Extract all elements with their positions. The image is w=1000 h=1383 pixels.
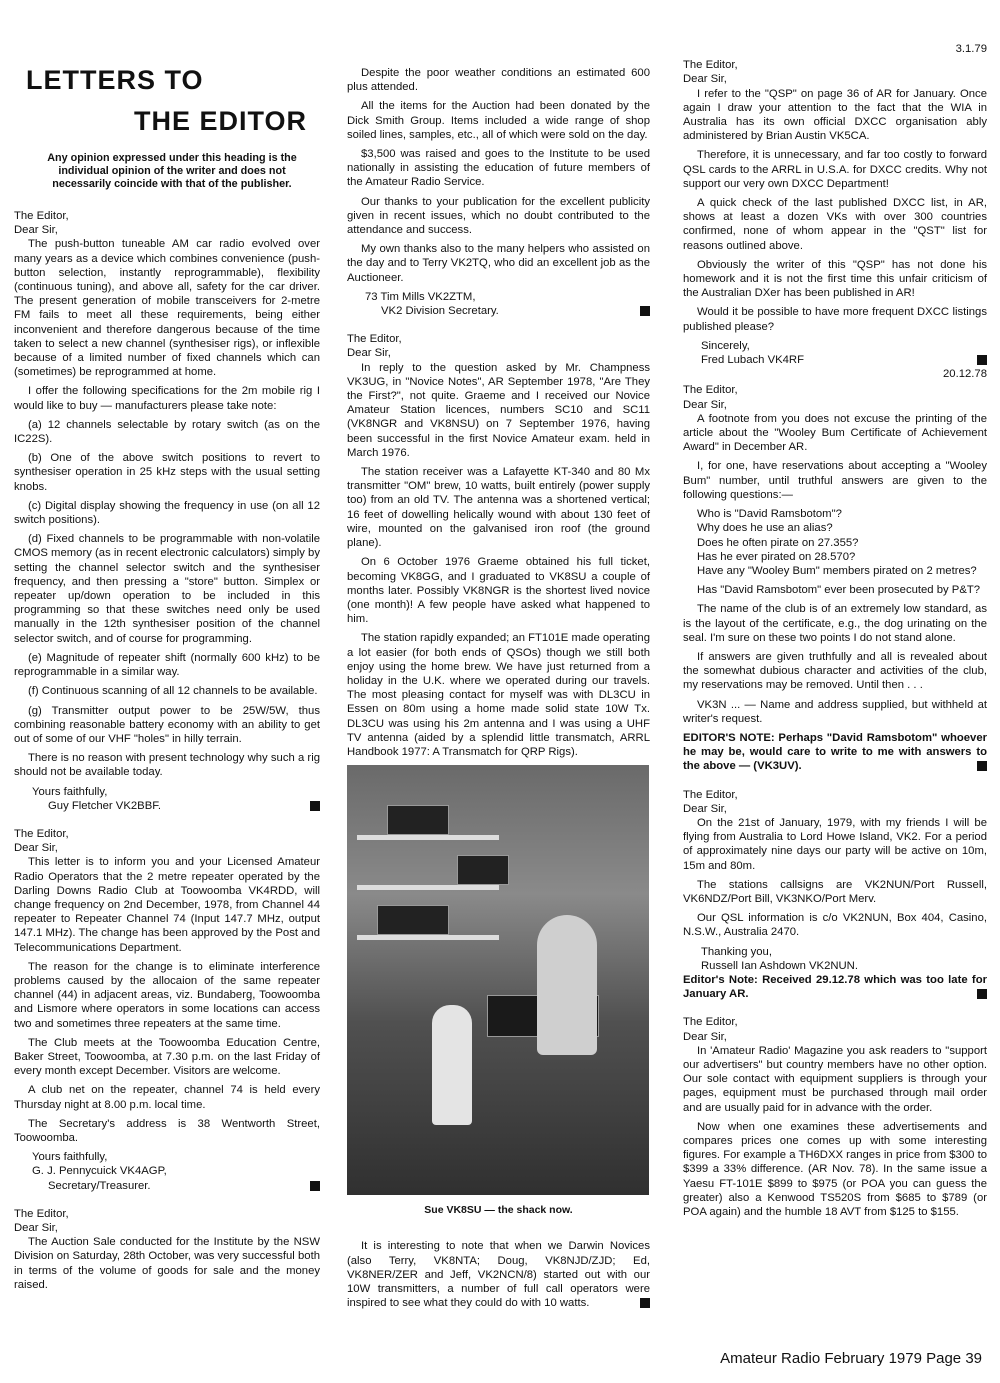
letter4-paragraph: In reply to the question asked by Mr. Champness VK3UG, in "Novice Notes", AR September 1978, "Are They the First?", not quite. Graeme and I received our Novice Amateur Station licences, numbers SC10 and SC11 (VK8NGR and VK8NSU) on 7 September 1976, having been successful in the first Novice Amateur exam. held in March 1976.: [347, 361, 650, 459]
letter3-paragraph: All the items for the Auction had been donated by the Dick Smith Group. Items included a wide range of shop soiled lines, samples, etc., all of which were sold on the day.: [347, 100, 650, 141]
letter5-signature: Fred Lubach VK4RF: [701, 353, 987, 367]
letter6-date: 20.12.78: [943, 368, 987, 381]
letter3-salutation-editor: The Editor,: [14, 1207, 69, 1220]
photo-shelf: [357, 935, 499, 940]
letter7-signature: Russell Ian Ashdown VK2NUN.: [701, 959, 858, 972]
letter6-question: Who is "David Ramsbotom"?: [697, 508, 842, 521]
letter6-question: Has he ever pirated on 28.570?: [697, 550, 856, 563]
editors-note: EDITOR'S NOTE: Perhaps "David Ramsbotom" whoever he may be, would care to write to me with answers to the above — (VK3UV).: [683, 731, 987, 773]
letter6-paragraph: I, for one, have reservations about accepting a "Wooley Bum" number, until truthful answers are given to the following questions:—: [683, 460, 987, 501]
end-mark-icon: [640, 306, 650, 316]
letter2-salutation-sir: Dear Sir,: [14, 842, 58, 855]
letter1-salutation-sir: Dear Sir,: [14, 224, 58, 237]
column-3: [683, 42, 987, 1224]
letter3-paragraph: The Auction Sale conducted for the Institute by the NSW Division on Saturday, 28th October, was very successful both in terms of the volume of goods for sale and the money raised.: [14, 1236, 320, 1291]
letter5-paragraph: Obviously the writer of this "QSP" has not done his homework and it is not the first time this unfair criticism of the Australian DXer has been published in AR!: [683, 258, 987, 300]
disclaimer: Any opinion expressed under this heading is the individual opinion of the writer and does not necessarily coincide with that of the publisher.: [47, 152, 297, 190]
letter6-salutation-editor: The Editor,: [683, 384, 738, 397]
photo-radio: [387, 805, 449, 835]
letter4-paragraph: It is interesting to note that when we Darwin Novices (also Terry, VK8NTA; Doug, VK8NJD/ZJD; Ed, VK8NER/ZER and Jeff, VK2NCN/8) started out with our 10W transmitters, a number of full call operators were inspired to see what they could do with 10 watts.: [347, 1240, 650, 1310]
letter8-paragraph: In 'Amateur Radio' Magazine you ask readers to "support our advertisers" but country members have no other option. Our sole contact with equipment suppliers is through your pages, equipment must be purchased through mail order and are usually paid for in advance with the order.: [683, 1044, 987, 1114]
letter7-salutation-sir: Dear Sir,: [683, 802, 727, 815]
letter6-question: Have any "Wooley Bum" members pirated on 2 metres?: [697, 564, 977, 577]
letter4-paragraph: The station receiver was a Lafayette KT-340 and 80 Mx transmitter "OM" brew, 10 watts, built entirely (power supply too) from an old TV. The antenna was a shortened vertical; 16 feet of dowelling helically wound with about 130 feet of wire, mounted on the galvanised iron roof (the ground plane).: [347, 466, 650, 550]
letter1-salutation-editor: The Editor,: [14, 210, 69, 222]
letter5-paragraph: Would it be possible to have more frequent DXCC listings published please?: [683, 306, 987, 333]
letter2-paragraph: The reason for the change is to eliminate interference problems caused by the allocaion of the same repeater channel (44) in adjacent areas, viz. Bundaberg, Toowoomba and Lismore where operators in some locations can access two and sometimes three repeaters at the same time.: [14, 960, 320, 1030]
letter4-paragraph: On 6 October 1976 Graeme obtained his full ticket, becoming VK8GG, and I graduated to VK8SU a couple of months later. Possibly VK8NGR is the shortest lived novice (one month)! A few people have asked what happened to him.: [347, 556, 650, 626]
letter1-spec-g: (g) Transmitter output power to be 25W/5W, thus combining reasonable battery economy with an ability to get out of some of our VHF "holes" in hilly terrain.: [14, 704, 320, 745]
photo-operator: [537, 915, 597, 1055]
letter2-signature: G. J. Pennycuick VK4AGP,: [32, 1165, 167, 1178]
letter5-paragraph: Therefore, it is unnecessary, and far too costly to forward QSL cards to the ARRL in U.S.A. for DXCC credits. Why not support our very own DXCC Department!: [683, 149, 987, 190]
letter3-paragraph: Despite the poor weather conditions an estimated 600 plus attended.: [347, 67, 650, 94]
photo-shelf: [357, 835, 499, 840]
letter1-spec-e: (e) Magnitude of repeater shift (normally 600 kHz) to be reprogrammable in a similar way.: [14, 651, 320, 679]
letter4-salutation-sir: Dear Sir,: [347, 347, 391, 360]
letter5-paragraph: I refer to the "QSP" on page 36 of AR for January. Once again I draw your attention to the fact that the WIA in Australia has its own official DXCC organisation ably administered by Brian Austin VK5CA.: [683, 87, 987, 143]
photo-caption: Sue VK8SU — the shack now.: [424, 1204, 573, 1217]
letter8-paragraph: Now when one examines these advertisements and compares prices one comes up with some interesting figures. For example a TH6DXX ranges in price from $300 to $399 a 33% difference. (AR Nov. 78). In the same issue a Yaesu FT-101E $899 to $975 (or POA you can guess the greater) also a Kenwood TS520S from $685 to $789 (or POA again) and the humble 18 AVT from $125 to $155.: [683, 1120, 987, 1219]
end-mark-icon: [640, 1298, 650, 1308]
letter1-closing: Yours faithfully,: [32, 785, 108, 798]
letter7-paragraph: On the 21st of January, 1979, with my friends I will be flying from Australia to Lord Howe Island, VK2. For a period of approximately nine days our party will be active on 10m, 15m and 80m.: [683, 816, 987, 872]
letter3-paragraph: Our thanks to your publication for the excellent publicity given in recent issues, which no doubt contributed to the attendance and success.: [347, 195, 650, 237]
letter6-signoff: VK3N ... — Name and address supplied, but withheld at writer's request.: [683, 698, 987, 725]
letter1-signature: Guy Fletcher VK2BBF.: [48, 799, 320, 813]
letter2-paragraph: The Secretary's address is 38 Wentworth Street, Toowoomba.: [14, 1117, 320, 1144]
letter1-paragraph: There is no reason with present technology why such a rig should not be available today.: [14, 752, 320, 779]
letter7-salutation-editor: The Editor,: [683, 788, 738, 801]
end-mark-icon: [310, 801, 320, 811]
letter6-question: Why does he use an alias?: [697, 522, 833, 535]
letter1-paragraph: The push-button tuneable AM car radio evolved over many years as a device which combines convenience (push-button selection, instantly reprogrammable), flexibility (continuous tuning), and above all, safety for the car driver. The present generation of mobile transceivers for 2-metre FM fails to meet all these requirements, being either inconvenient and therefore dangerous because of the time taken to select a new channel (synthesiser rigs), or inflexible because of a limited number of fixed channels which can (sometimes) be reprogrammed at home.: [14, 238, 320, 379]
letter5-date: 3.1.79: [955, 43, 987, 55]
letter6-paragraph: If answers are given truthfully and all is revealed about the somewhat dubious character and activities of the club, my reservations may be removed. Until then . . .: [683, 650, 987, 692]
section-title-line2: THE EDITOR: [134, 106, 308, 136]
letter1-spec-b: (b) One of the above switch positions to revert to synthesiser operation in 25 kHz steps with the usual setting knobs.: [14, 452, 320, 493]
letter6-salutation-sir: Dear Sir,: [683, 398, 727, 411]
photo-radio: [377, 905, 449, 935]
letter8-salutation-sir: Dear Sir,: [683, 1030, 727, 1043]
letter2-paragraph: A club net on the repeater, channel 74 is held every Thursday night at 8.00 p.m. local time.: [14, 1084, 320, 1111]
shack-photo: [347, 765, 649, 1195]
letter2-salutation-editor: The Editor,: [14, 827, 69, 840]
photo-shelf: [357, 885, 499, 890]
letter3-paragraph: My own thanks also to the many helpers who assisted on the day and to Terry VK2TQ, who did an excellent job as the Auctioneer.: [347, 243, 650, 284]
letter7-closing: Thanking you,: [701, 945, 772, 958]
photo-child: [432, 1005, 472, 1125]
editors-note: Editor's Note: Received 29.12.78 which was too late for January AR.: [683, 973, 987, 1001]
letter8-salutation-editor: The Editor,: [683, 1016, 738, 1029]
letter1-spec-a: (a) 12 channels selectable by rotary switch (as on the IC22S).: [14, 418, 320, 446]
letter1-spec-d: (d) Fixed channels to be programmable with non-volatile CMOS memory (as in recent electronic calculators) simply by setting the channel selector switch and the synthesiser frequency, and then pressing a "store" button. Simplex or repeater up/down operation to be included in this programming so that these switches need only be used manually in the 12th synthesiser position of the channel selector switch, and of course for programming.: [14, 533, 320, 645]
end-mark-icon: [977, 989, 987, 999]
letter5-salutation-sir: Dear Sir,: [683, 73, 727, 86]
letter2-paragraph: The Club meets at the Toowoomba Education Centre, Baker Street, Toowoomba, at 7.30 p.m. on the last Friday of every month except December. Visitors are welcome.: [14, 1036, 320, 1078]
column-2: [347, 66, 650, 1315]
page-footer: Amateur Radio February 1979 Page 39: [720, 1350, 982, 1367]
letter1-spec-c: (c) Digital display showing the frequency in use (on all 12 switch positions).: [14, 499, 320, 527]
letter5-salutation-editor: The Editor,: [683, 59, 738, 72]
section-title-line1: LETTERS TO: [26, 65, 204, 95]
letter7-paragraph: Our QSL information is c/o VK2NUN, Box 404, Casino, N.S.W., Australia 2470.: [683, 912, 987, 939]
letter3-signature: 73 Tim Mills VK2ZTM,: [365, 290, 476, 303]
letter4-paragraph: The station rapidly expanded; an FT101E made operating a lot easier (for both ends of QSOs) though we still both enjoy using the home brew. We have just returned from a holiday in the U.K. where we operated during our travels. The most pleasing contact for myself was with DL3CU in Essen on 80m using a home made solid state 10W Tx. DL3CU was using his 2m antenna and I was using a UHF TV antenna (aided by a splendid little transmatch, ARRL Handbook 1977: A Transmatch for QRP Rigs).: [347, 632, 650, 758]
letter4-salutation-editor: The Editor,: [347, 333, 402, 346]
letter2-signature-title: Secretary/Treasurer.: [48, 1179, 320, 1193]
letter2-closing: Yours faithfully,: [32, 1151, 108, 1164]
letter5-closing: Sincerely,: [701, 339, 750, 352]
letter3-paragraph: $3,500 was raised and goes to the Institute to be used nationally in assisting the education of future members of the Amateur Radio Service.: [347, 148, 650, 189]
letter6-paragraph: The name of the club is of an extremely low standard, as is the layout of the certificate, e.g., the dog urinating on the seal. I'm sure on these two points I do not stand alone.: [683, 603, 987, 644]
end-mark-icon: [977, 761, 987, 771]
column-1: [14, 66, 320, 1297]
letter1-spec-f: (f) Continuous scanning of all 12 channels to be available.: [28, 685, 318, 698]
letter3-salutation-sir: Dear Sir,: [14, 1222, 58, 1234]
letter7-paragraph: The stations callsigns are VK2NUN/Port Russell, VK6NDZ/Port Bill, VK3NKO/Port Merv.: [683, 878, 987, 905]
letter6-paragraph: A footnote from you does not excuse the printing of the article about the "Wooley Bum Certificate of Achievement Award" in December AR.: [683, 412, 987, 454]
photo-radio: [457, 855, 509, 885]
letter1-paragraph: I offer the following specifications for the 2m mobile rig I would like to buy — manufacturers please take note:: [14, 385, 320, 412]
letter6-question: Has "David Ramsbotom" ever been prosecuted by P&T?: [697, 584, 981, 597]
end-mark-icon: [977, 355, 987, 365]
letter5-paragraph: A quick check of the last published DXCC list, in AR, shows at least a dozen VKs with over 300 countries confirmed, none of whom appear in the "QST" list for reasons outlined above.: [683, 197, 987, 252]
letter6-question: Does he often pirate on 27.355?: [697, 536, 859, 549]
end-mark-icon: [310, 1181, 320, 1191]
letter3-signature-title: VK2 Division Secretary.: [381, 304, 650, 318]
letter2-paragraph: This letter is to inform you and your Licensed Amateur Radio Operators that the 2 metre repeater operated by the Darling Downs Radio Club at Toowoomba VK4RDD, will change frequency on 2nd December, 1978, from Channel 44 repeater to Repeater Channel 74 (Input 147.7 MHz, output 147.1 MHz). The change has been approved by the Post and Telecommunications Department.: [14, 856, 320, 954]
